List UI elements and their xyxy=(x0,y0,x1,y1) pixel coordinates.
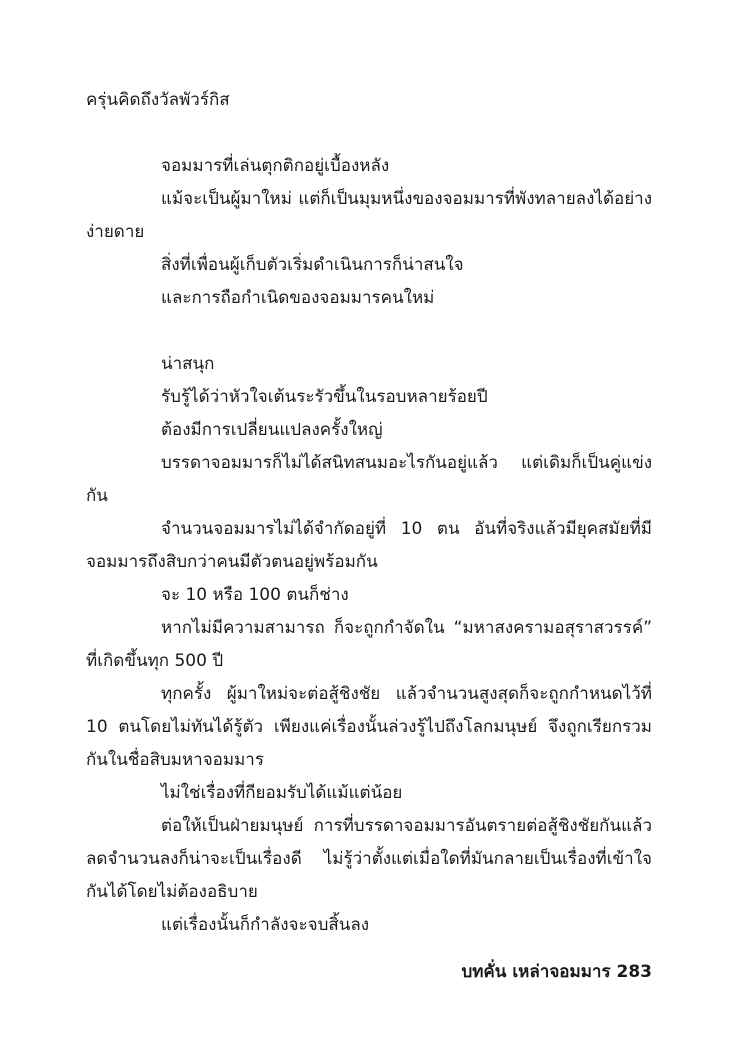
paragraph: สิ่งที่เพื่อนผู้เก็บตัวเริ่มดำเนินการก็น่าสนใจ xyxy=(161,255,464,275)
paragraph: ทุกครั้ง ผู้มาใหม่จะต่อสู้ชิงชัย แล้วจำนวนสูงสุดก็จะถูกกำหนดไว้ที่ 10 ตนโดยไม่ทันได้รู้ตัว เพียงแค่เรื่องนั้นล่วงรู้ไปถึงโลกมนุษย์ จึงถูกเรียกรวมกันในชื่อสิบมหาจอมมาร xyxy=(86,684,652,770)
paragraph: รับรู้ได้ว่าหัวใจเต้นระรัวขึ้นในรอบหลายร้อยปี xyxy=(161,387,488,407)
page-footer: บทคั่น เหล่าจอมมาร 283 xyxy=(461,962,652,982)
paragraph: แม้จะเป็นผู้มาใหม่ แต่ก็เป็นมุมหนึ่งของจอมมารที่พังทลายลงได้อย่างง่ายดาย xyxy=(86,189,652,242)
paragraph: และการถือกำเนิดของจอมมารคนใหม่ xyxy=(161,288,435,308)
paragraph: ต้องมีการเปลี่ยนแปลงครั้งใหญ่ xyxy=(161,420,383,440)
paragraph: บรรดาจอมมารก็ไม่ได้สนิทสนมอะไรกันอยู่แล้ว แต่เดิมก็เป็นคู่แข่งกัน xyxy=(86,453,652,506)
paragraph: ต่อให้เป็นฝ่ายมนุษย์ การที่บรรดาจอมมารอันตรายต่อสู้ชิงชัยกันแล้วลดจำนวนลงก็น่าจะเป็นเรื่องดี ไม่รู้ว่าตั้งแต่เมื่อใดที่มันกลายเป็นเรื่องที่เข้าใจกันได้โดยไม่ต้องอธิบาย xyxy=(86,816,652,902)
paragraph: จำนวนจอมมารไม่ได้จำกัดอยู่ที่ 10 ตน อันที่จริงแล้วมียุคสมัยที่มีจอมมารถึงสิบกว่าคนมีตัวตนอยู่พร้อมกัน xyxy=(86,519,652,572)
page-body xyxy=(86,84,652,942)
paragraph: ไม่ใช่เรื่องที่กียอมรับได้แม้แต่น้อย xyxy=(161,783,403,803)
opening-line: ครุ่นคิดถึงวัลพัวร์กิส xyxy=(86,90,230,110)
paragraph: จะ 10 หรือ 100 ตนก็ช่าง xyxy=(161,585,349,605)
paragraph-spacer xyxy=(86,315,652,348)
paragraph: น่าสนุก xyxy=(161,354,215,374)
paragraph: หากไม่มีความสามารถ ก็จะถูกกำจัดใน “มหาสงครามอสุราสวรรค์” ที่เกิดขึ้นทุก 500 ปี xyxy=(86,618,652,671)
paragraph: จอมมารที่เล่นตุกติกอยู่เบื้องหลัง xyxy=(161,156,390,176)
paragraph: แต่เรื่องนั้นก็กำลังจะจบสิ้นลง xyxy=(161,915,370,935)
